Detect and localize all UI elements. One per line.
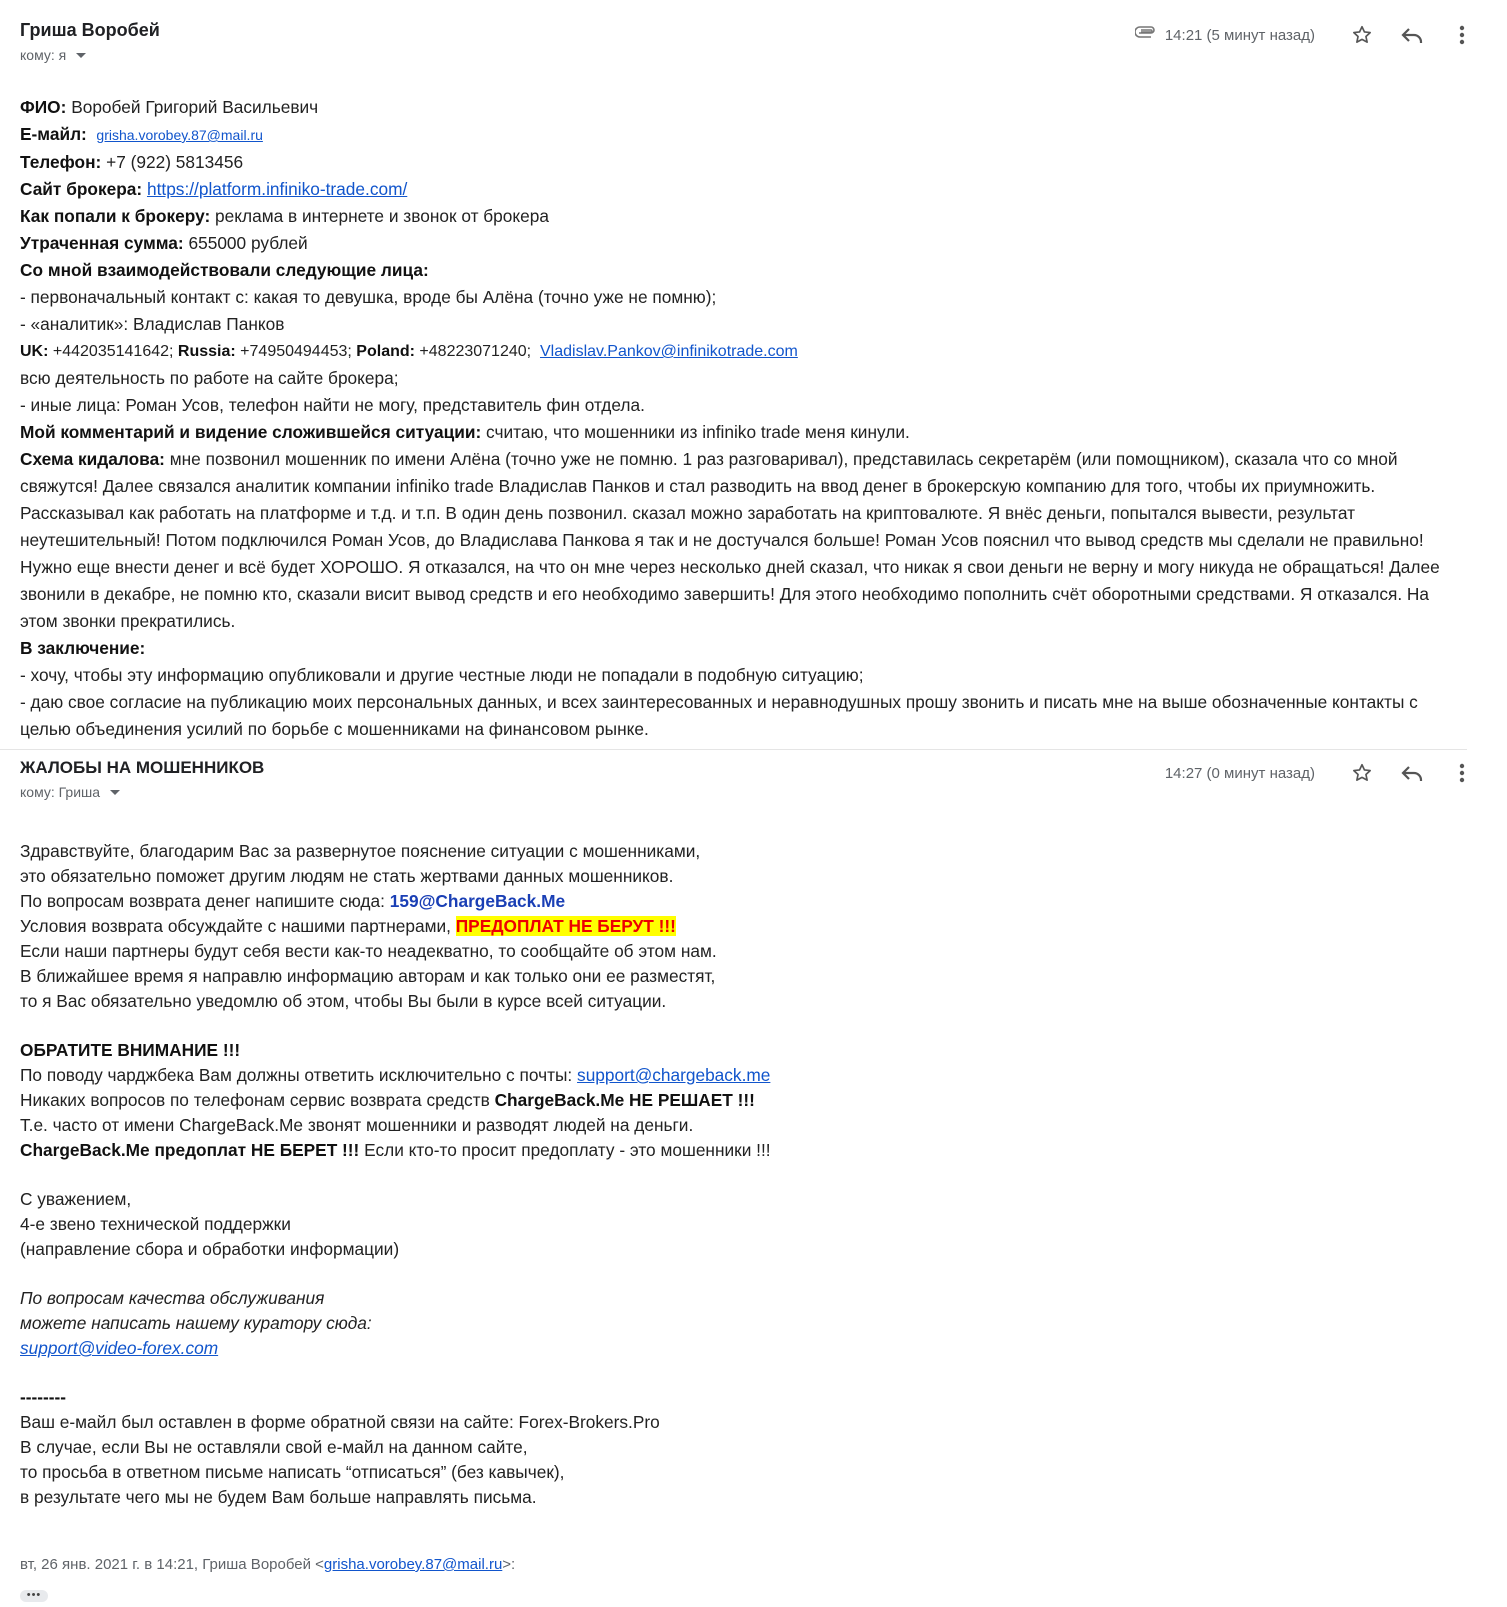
phone-row <box>20 149 1490 176</box>
spacer <box>20 1361 1420 1385</box>
how-label: Как попали к брокеру: <box>20 206 211 226</box>
lost-value: 655000 рублей <box>188 233 308 253</box>
pl-label: Poland: <box>356 343 415 360</box>
sender-name[interactable]: Гриша Воробей <box>20 20 160 40</box>
quote-prefix: вт, 26 янв. 2021 г. в 14:21, Гриша Воробей < <box>20 1556 324 1573</box>
attention-line-1 <box>20 1063 1420 1088</box>
recipient-label: кому: Гриша <box>20 784 101 800</box>
message1-body <box>20 94 1490 743</box>
lost-label: Утраченная сумма: <box>20 233 184 253</box>
no-prepayment-highlight: ПРЕДОПЛАТ НЕ БЕРУТ !!! <box>455 916 676 936</box>
message1-header <box>20 20 1487 63</box>
reply-line-2: это обязательно поможет другим людям не стать жертвами данных мошенников. <box>20 866 674 886</box>
signature-1: С уважением, <box>20 1189 132 1209</box>
footer-line-4: в результате чего мы не будем Вам больше направлять письма. <box>20 1487 537 1507</box>
reply-line-6: В ближайшее время я направлю информацию авторам и как только они ее разместят, <box>20 966 716 986</box>
scheme-row <box>20 446 1450 635</box>
spacer <box>20 1262 1420 1286</box>
persons-heading: Со мной взаимодействовали следующие лица: <box>20 260 429 280</box>
refund-text: По вопросам возврата денег напишите сюда: <box>20 891 385 911</box>
no-prepay-bold: ChargeBack.Me предоплат НЕ БЕРЕТ !!! <box>20 1140 360 1160</box>
reply-line-1: Здравствуйте, благодарим Вас за развернутое пояснение ситуации с мошенниками, <box>20 841 701 861</box>
chargeback-email[interactable]: 159@ChargeBack.Me <box>389 891 566 911</box>
reply-line-3 <box>20 889 1420 914</box>
quality-line-2: можете написать нашему куратору сюда: <box>20 1313 372 1333</box>
star-icon[interactable] <box>1337 20 1387 50</box>
attention-line-3: Т.е. часто от имени ChargeBack.Me звонят мошенники и разводят людей на деньги. <box>20 1115 694 1135</box>
more-icon[interactable] <box>1437 758 1487 788</box>
reply-icon[interactable] <box>1387 20 1437 50</box>
comment-value: считаю, что мошенники из infiniko trade меня кинули. <box>486 422 910 442</box>
site-label: Сайт брокера: <box>20 179 143 199</box>
footer-line-1: Ваш е-майл был оставлен в форме обратной связи на сайте: Forex-Brokers.Pro <box>20 1412 660 1432</box>
scheme-value: мне позвонил мошенник по имени Алёна (точно уже не помню. 1 раз разговаривал), представилась секретарём (или помощником), сказала что со мной свяжутся! Далее связался аналитик компании infiniko trade Владислав Панков и стал разводить на ввод денег в брокерскую компанию для того, чтобы их приумножить. Рассказывал как работать на платформе и т.д. и т.п. В один день позвонил. сказал можно заработать на криптовалюте. Я внёс деньги, попытался вывести, результат неутешительный! Потом подключился Роман Усов, до Владислава Панкова я так и не достучался больше! Роман Усов пояснил что вывод средств мы сделали не правильно! Нужно еще внести денег и всё будет ХОРОШО. Я отказался, на что он мне через несколько дней сказал, что никак я свои деньги не верну и могу никуда не обращаться! Далее звонили в декабре, не помню кто, сказали висит вывод средств и его необходимо завершить! Для этого необходимо пополнить счёт оборотными средствами. Я отказался. На этом звонки прекратились. <box>20 449 1440 631</box>
how-value: реклама в интернете и звонок от брокера <box>215 206 549 226</box>
quote-email-link[interactable]: grisha.vorobey.87@mail.ru <box>323 1556 503 1573</box>
caret-down-icon[interactable] <box>110 790 120 795</box>
broker-site-link[interactable]: https://platform.infiniko-trade.com/ <box>146 179 408 199</box>
person-1: - первоначальный контакт с: какая то девушка, вроде бы Алёна (точно уже не помню); <box>20 287 717 307</box>
scheme-label: Схема кидалова: <box>20 449 165 469</box>
support-text: По поводу чарджбека Вам должны ответить исключительно с почты: <box>20 1065 573 1085</box>
star-icon[interactable] <box>1337 758 1387 788</box>
separator: -------- <box>20 1387 67 1407</box>
message-time: 14:21 (5 минут назад) <box>1164 26 1315 44</box>
message2-body <box>20 839 1420 1510</box>
comment-label: Мой комментарий и видение сложившейся ситуации: <box>20 422 482 442</box>
reply-line-4 <box>20 914 1420 939</box>
phone-value: +7 (922) 5813456 <box>106 152 244 172</box>
person-3: - иные лица: Роман Усов, телефон найти не могу, представитель фин отдела. <box>20 395 645 415</box>
fio-label: ФИО: <box>20 97 67 117</box>
spacer <box>20 1163 1420 1187</box>
scam-warning: Если кто-то просит предоплату - это мошенники !!! <box>364 1140 771 1160</box>
pl-value: +48223071240; <box>419 343 532 360</box>
uk-label: UK: <box>20 343 49 360</box>
reply-line-7: то я Вас обязательно уведомлю об этом, чтобы Вы были в курсе всей ситуации. <box>20 991 667 1011</box>
quality-line-1: По вопросам качества обслуживания <box>20 1288 325 1308</box>
quote-header <box>20 1556 515 1573</box>
email-link[interactable]: grisha.vorobey.87@mail.ru <box>96 127 263 143</box>
message-meta <box>1165 758 1487 788</box>
support-email-link[interactable]: support@chargeback.me <box>577 1065 771 1085</box>
footer-line-2: В случае, если Вы не оставляли свой е-майл на данном сайте, <box>20 1437 528 1457</box>
ru-label: Russia: <box>177 343 236 360</box>
show-trimmed-button[interactable]: ••• <box>20 1590 48 1602</box>
spacer <box>20 1014 1420 1038</box>
activity-row: всю деятельность по работе на сайте брокера; <box>20 368 399 388</box>
conclusion-2: - даю свое согласие на публикацию моих персональных данных, и всех заинтересованных и неравнодушных прошу звонить и писать мне на выше обозначенные контакты с целью объединения усилий по борьбе с мошенниками на финансовом рынке. <box>20 692 1418 739</box>
curator-email-link[interactable]: support@video-forex.com <box>20 1338 219 1358</box>
site-row <box>20 176 1490 203</box>
attention-line-2 <box>20 1088 1420 1113</box>
footer-line-3: то просьба в ответном письме написать “отписаться” (без кавычек), <box>20 1462 565 1482</box>
reply-icon[interactable] <box>1387 758 1437 788</box>
recipient-label: кому: я <box>20 47 67 63</box>
fio-value: Воробей Григорий Васильевич <box>71 97 319 117</box>
person-2: - «аналитик»: Владислав Панков <box>20 314 285 334</box>
phones-row <box>20 338 1490 365</box>
attention-line-4 <box>20 1138 1420 1163</box>
conclusion-heading: В заключение: <box>20 638 146 658</box>
pankov-email-link[interactable]: Vladislav.Pankov@infinikotrade.com <box>539 343 798 360</box>
phones-text: Никаких вопросов по телефонам сервис возврата средств <box>20 1090 490 1110</box>
caret-down-icon[interactable] <box>76 53 86 58</box>
attention-heading: ОБРАТИТЕ ВНИМАНИЕ !!! <box>20 1040 241 1060</box>
more-icon[interactable] <box>1437 20 1487 50</box>
quote-suffix: >: <box>502 1556 516 1573</box>
conclusion-1: - хочу, чтобы эту информацию опубликовали и другие честные люди не попадали в подобную ситуацию; <box>20 665 864 685</box>
signature-3: (направление сбора и обработки информации) <box>20 1239 400 1259</box>
reply-line-5: Если наши партнеры будут себя вести как-то неадекватно, то сообщайте об этом нам. <box>20 941 717 961</box>
uk-value: +442035141642; <box>52 343 174 360</box>
message-time: 14:27 (0 минут назад) <box>1164 764 1315 782</box>
email-label: Е-майл: <box>20 124 87 144</box>
message2-header <box>20 758 1487 800</box>
attachment-icon <box>1135 26 1157 44</box>
ru-value: +74950494453; <box>240 343 352 360</box>
message-meta <box>1135 20 1487 50</box>
comment-row <box>20 419 1490 446</box>
how-row <box>20 203 1490 230</box>
signature-2: 4-е звено технической поддержки <box>20 1214 291 1234</box>
quality-line-3 <box>20 1336 1420 1361</box>
email-row <box>20 121 1490 149</box>
message-divider <box>0 749 1467 750</box>
conditions-text: Условия возврата обсуждайте с нашими партнерами, <box>20 916 451 936</box>
phone-label: Телефон: <box>20 152 102 172</box>
fio-row <box>20 94 1490 121</box>
lost-row <box>20 230 1490 257</box>
not-solve-bold: ChargeBack.Me НЕ РЕШАЕТ !!! <box>494 1090 755 1110</box>
sender-name[interactable]: ЖАЛОБЫ НА МОШЕННИКОВ <box>20 758 265 777</box>
